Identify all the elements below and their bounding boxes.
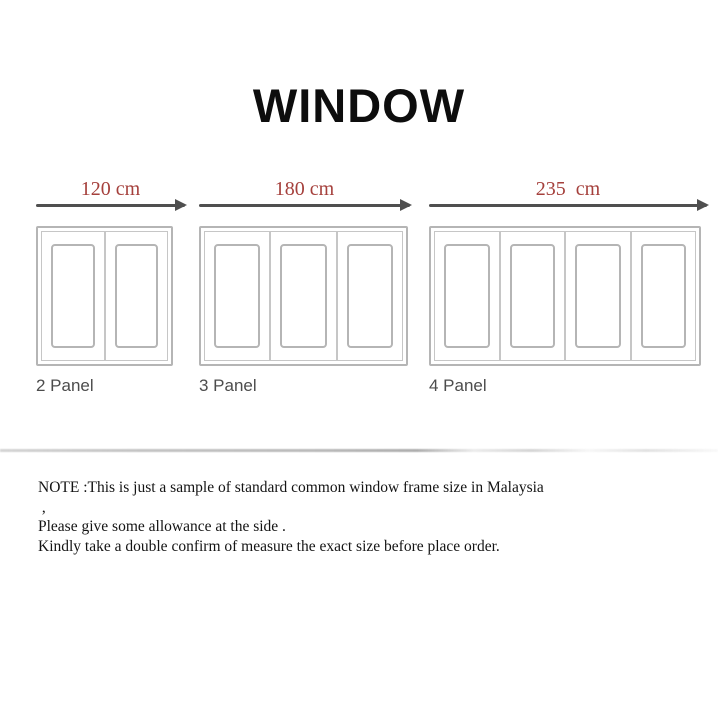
window-frame: [429, 226, 701, 366]
window-pane: [347, 244, 393, 348]
window-inner-frame: [434, 231, 696, 361]
note-line: ,: [38, 498, 46, 516]
window-panel: [630, 232, 696, 360]
window-frame: [36, 226, 173, 366]
note-line: Please give some allowance at the side .: [38, 518, 286, 535]
panel-count-label: 2 Panel: [36, 376, 94, 395]
window-pane: [280, 244, 326, 348]
page-title: WINDOW: [252, 79, 466, 132]
panel-count-label: 4 Panel: [429, 376, 487, 395]
dimension-label: 180 cm: [274, 178, 335, 200]
window-pane: [115, 244, 159, 348]
scan-crease-line: [0, 449, 718, 452]
window-figure: [36, 178, 185, 396]
window-pane: [510, 244, 556, 348]
window-panel: [336, 232, 402, 360]
note-line: Kindly take a double confirm of measure the exact size before place order.: [38, 537, 500, 555]
window-frame: [199, 226, 408, 366]
window-inner-frame: [204, 231, 403, 361]
window-pane: [444, 244, 490, 348]
window-inner-frame: [41, 231, 168, 361]
dimension-arrow-icon: [36, 204, 185, 207]
dimension-arrow-icon: [199, 204, 410, 207]
window-pane: [51, 244, 95, 348]
note-block: [38, 478, 688, 556]
window-panel: [104, 232, 168, 360]
window-panel: [435, 232, 499, 360]
window-panel: [499, 232, 565, 360]
window-figure: [429, 178, 707, 396]
window-figure: [199, 178, 410, 396]
panel-count-label: 3 Panel: [199, 376, 257, 395]
window-panel: [205, 232, 269, 360]
note-line: NOTE :This is just a sample of standard common window frame size in Malaysia: [38, 479, 544, 496]
window-pane: [575, 244, 621, 348]
window-size-diagram: [36, 178, 707, 396]
window-panel: [564, 232, 630, 360]
window-panel: [269, 232, 335, 360]
dimension-arrow-icon: [429, 204, 707, 207]
window-pane: [641, 244, 687, 348]
window-pane: [214, 244, 260, 348]
dimension-label: 120 cm: [80, 178, 141, 200]
dimension-label: 235 cm: [535, 178, 601, 200]
window-panel: [42, 232, 104, 360]
